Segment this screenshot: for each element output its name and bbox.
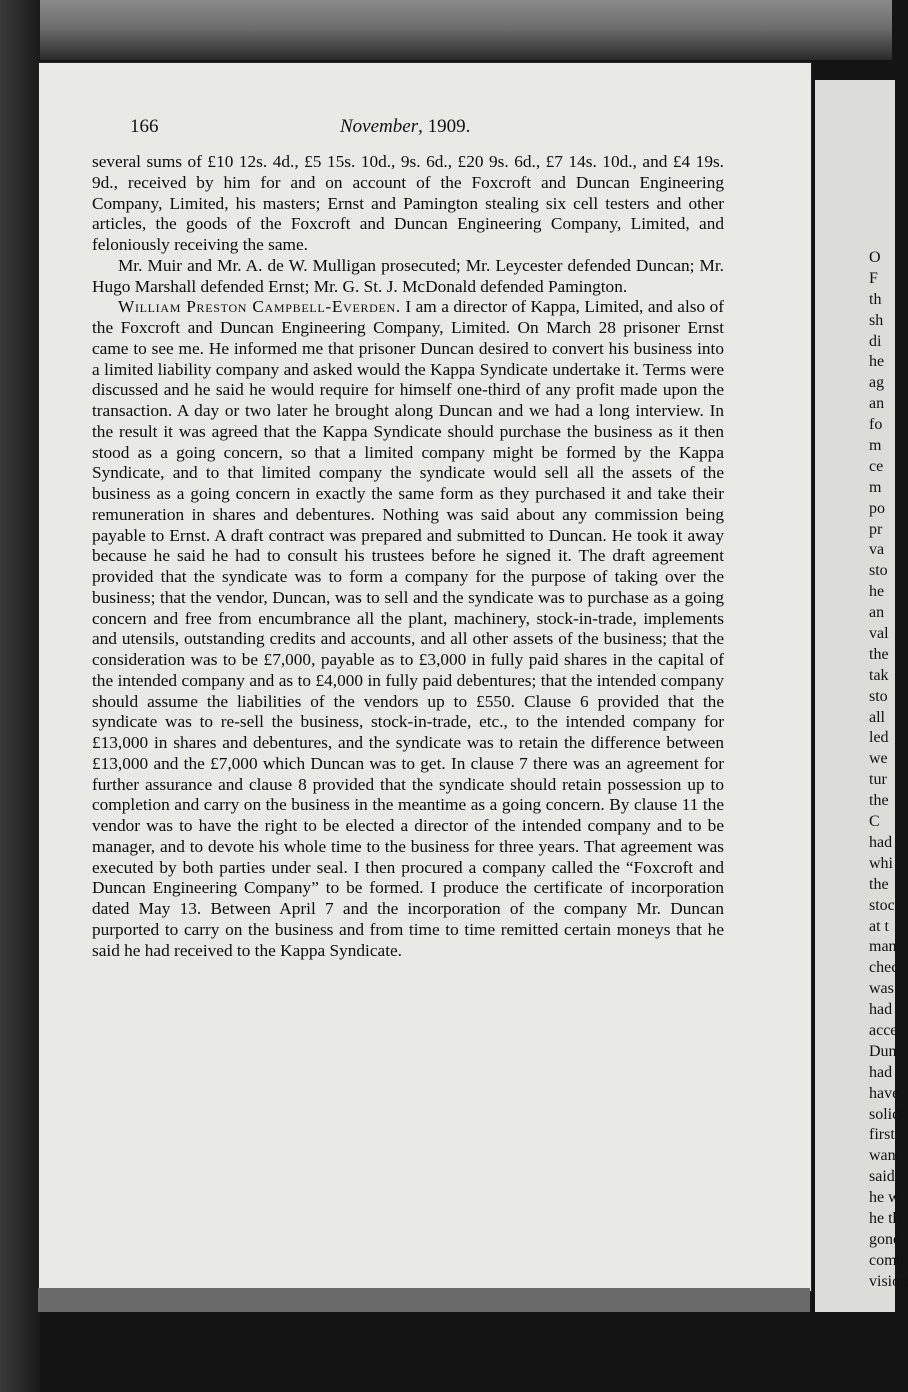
facing-page-fragment: acce (869, 1021, 898, 1039)
facing-page-fragment: stoc (869, 896, 895, 914)
facing-page-fragment: Dun (869, 1042, 897, 1060)
facing-page-fragment: whi (869, 854, 893, 872)
page-bottom-edge (38, 1288, 810, 1312)
witness-name: William Preston Campbell-Everden. (117, 297, 401, 317)
facing-page-fragment: had (869, 833, 893, 851)
facing-page-fragment: fo (869, 416, 883, 434)
facing-page-fragment: had (869, 1063, 893, 1081)
scan-top-edge (0, 0, 892, 60)
paragraph-counsel: Mr. Muir and Mr. A. de W. Mulligan prosecuted; Mr. Leycester defended Duncan; Mr. Hugo Marshall defended Ernst; Mr. G. St. J. McDonald defended Pamington. (92, 255, 724, 296)
running-head-month: November (340, 116, 419, 137)
facing-page-fragment: solici (869, 1105, 904, 1123)
facing-page-fragment: sto (869, 687, 888, 705)
facing-page-fragment: chec (869, 959, 899, 977)
facing-page-fragment: va (869, 541, 885, 559)
facing-page-fragment: pr (869, 520, 883, 538)
facing-page-fragment: had (869, 1001, 893, 1019)
facing-page-fragment: have (869, 1084, 900, 1102)
facing-page-fragment: tur (869, 771, 887, 789)
facing-page-fragment: the (869, 875, 889, 893)
facing-page-fragment: man (869, 938, 897, 956)
facing-page-fragment: we (869, 750, 888, 768)
facing-page-fragment: the (869, 792, 889, 810)
facing-page-fragment: sto (869, 562, 888, 580)
facing-page-fragment: vision (869, 1272, 908, 1290)
facing-page-fragment: po (869, 499, 885, 517)
facing-page-fragment: was (869, 980, 894, 998)
facing-page-fragment: ce (869, 457, 884, 475)
facing-page-fragment: tak (869, 666, 889, 684)
facing-page-fragment: val (869, 625, 889, 643)
facing-page-fragments (869, 248, 908, 1293)
scan-left-edge (0, 0, 40, 1392)
facing-page-fragment: m (869, 478, 882, 496)
facing-page-fragment: comp (869, 1251, 905, 1269)
page-number: 166 (130, 116, 159, 137)
facing-page-fragment: at t (869, 917, 889, 935)
page-header (130, 116, 730, 144)
paragraph-testimony (92, 297, 724, 961)
running-head-year: , 1909. (418, 116, 471, 137)
facing-page (812, 80, 908, 1312)
facing-page-fragment: F (869, 269, 878, 287)
facing-page-fragment: said (869, 1168, 895, 1186)
facing-page-fragment: di (869, 332, 882, 350)
facing-page-fragment: O (869, 249, 881, 266)
running-head (340, 116, 470, 138)
facing-page-fragment: led (869, 729, 889, 747)
facing-page-fragment: th (869, 290, 882, 308)
facing-page-fragment: first (869, 1126, 895, 1144)
witness-testimony: I am a director of Kappa, Limited, and also of the Foxcroft and Duncan Engineering Company, Limited. On March 28 prisoner Ernst came to see me. He informed me that prisoner Duncan desired to convert his business into a limited liability company and asked would the Kappa Syndicate undertake it. Terms were discussed and he said he would require for himself one-third of any profit made upon the transaction. A day or two later he brought along Duncan and we had a long interview. In the result it was agreed that the Kappa Syndicate should purchase the business as it then stood as a going concern, so that a limited company might be formed by the Kappa Syndicate, and to that limited company the syndicate would sell all the assets of the business as a going concern in exactly the same form as they purchased it and take their remuneration in shares and debentures. Nothing was said about any commission being payable to Ernst. A draft contract was prepared and submitted to Duncan. He took it away because he said he had to consult his trustees before he signed it. The draft agreement provided that the syndicate was to form a company for the purpose of taking over the business; that the vendor, Duncan, was to sell and the syndicate was to purchase as a going concern and free from encumbrance all the plant, machinery, stock-in-trade, implements and utensils, outstanding credits and accounts, and all other assets of the business; that the consideration was to be £7,000, payable as to £3,000 in fully paid shares in the capital of the intended company and as to £4,000 in fully paid debentures; that the intended company should assume the liabilities of the vendors up to £550. Clause 6 provided that the syndicate was to re-sell the business, stock-in-trade, etc., to the intended company for £13,000 in shares and debentures, and the syndicate was to retain the difference between £13,000 and the £7,000 which Duncan was to get. In clause 7 there was an agreement for further assurance and clause 8 provided that the syndicate should retain possession up to completion and carry on the business in the meantime as a going concern. By clause 11 the vendor was to have the right to be elected a director of the intended company and to be manager, and to devote his whole time to the business for three years. That agreement was executed by both parties under seal. I then procured a company called the “Foxcroft and Duncan Engineering Company” to be formed. I produce the certificate of incorporation dated May 13. Between April 7 and the incorporation of the company Mr. Duncan purported to carry on the business and from time to time remitted certain moneys that he said he had received to the Kappa Syndicate. (92, 297, 724, 960)
facing-page-fragment: the (869, 645, 889, 663)
facing-page-fragment: he (869, 583, 885, 601)
facing-page-fragment: m (869, 437, 882, 455)
facing-page-fragment: he w (869, 1189, 900, 1207)
facing-page-fragment: sh (869, 311, 884, 329)
facing-page-fragment: an (869, 395, 885, 413)
facing-page-fragment: all (869, 708, 885, 726)
facing-page-fragment: he (869, 353, 885, 371)
body-text (92, 152, 724, 961)
facing-page-fragment: C (869, 813, 880, 831)
facing-page-fragment: he th (869, 1209, 901, 1227)
paragraph-indictment: several sums of £10 12s. 4d., £5 15s. 10d., 9s. 6d., £20 9s. 6d., £7 14s. 10d., and £4 19s. 9d., received by him for and on account of the Foxcroft and Duncan Engineering Company, Limited, his masters; Ernst and Pamington stealing six cell testers and other articles, the goods of the Foxcroft and Duncan Engineering Company, Limited, and feloniously receiving the same. (92, 152, 724, 254)
facing-page-fragment: an (869, 604, 885, 622)
facing-page-fragment: gone (869, 1230, 901, 1248)
facing-page-fragment: want (869, 1147, 901, 1165)
facing-page-fragment: ag (869, 374, 885, 392)
